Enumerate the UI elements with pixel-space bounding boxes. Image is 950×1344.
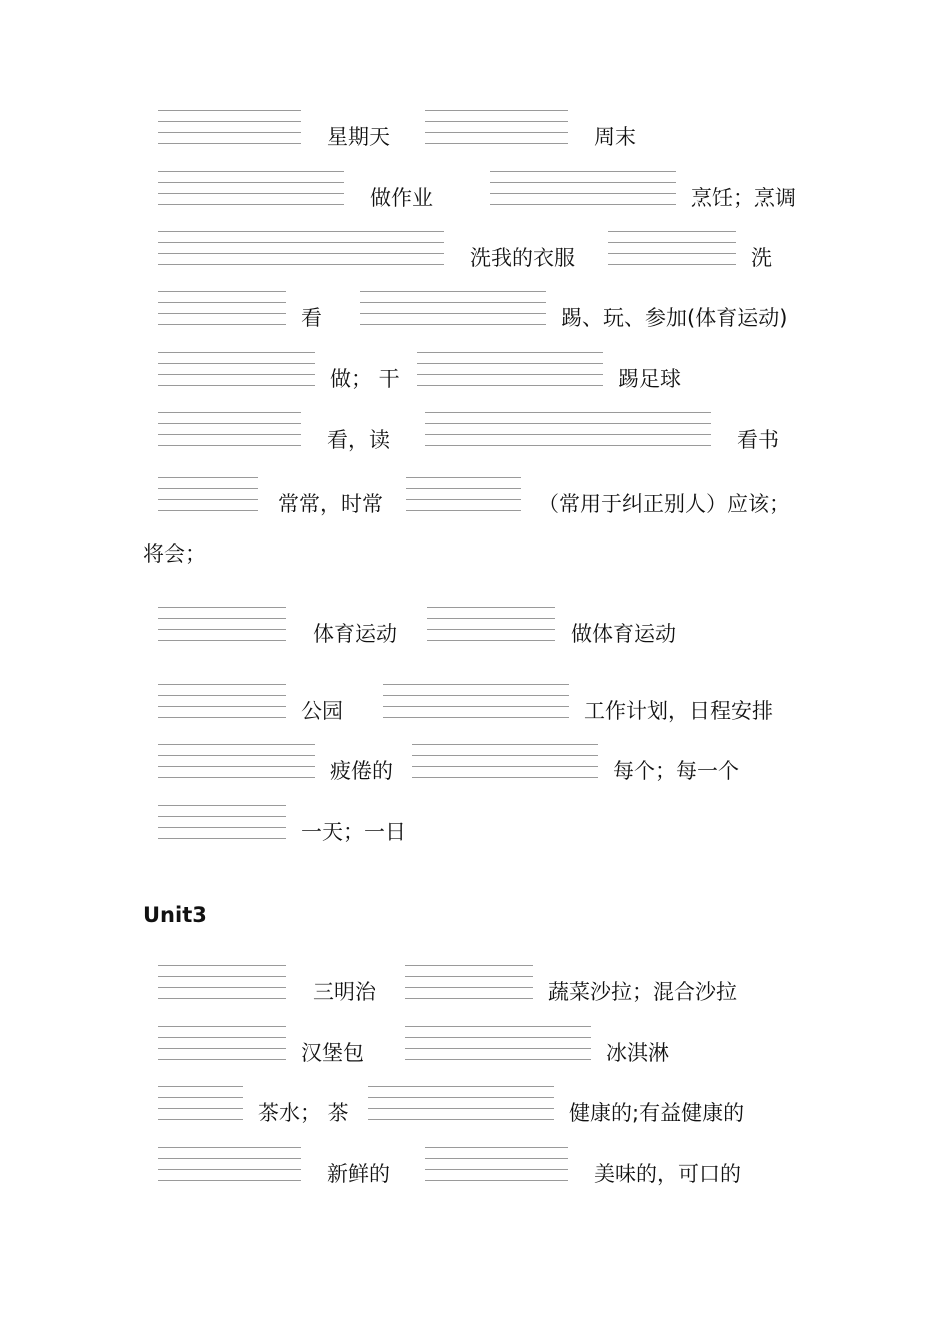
vocab-meaning: 体育运动 [313,622,397,646]
answer-blank[interactable] [158,1086,243,1122]
answer-blank[interactable] [608,231,736,267]
vocab-meaning: 烹饪；烹调 [691,186,796,210]
vocab-meaning: 冰淇淋 [606,1041,669,1065]
vocab-meaning: 做作业 [370,186,433,210]
vocab-meaning: 蔬菜沙拉；混合沙拉 [548,980,737,1004]
answer-blank[interactable] [158,1147,301,1183]
answer-blank[interactable] [412,744,598,780]
answer-blank[interactable] [158,412,301,448]
vocab-meaning: 汉堡包 [301,1041,364,1065]
vocab-meaning: 健康的;有益健康的 [569,1101,745,1125]
vocab-meaning: 看，读 [327,428,390,452]
answer-blank[interactable] [158,1026,286,1062]
answer-blank[interactable] [158,110,301,146]
answer-blank[interactable] [427,607,555,643]
vocab-meaning: 工作计划，日程安排 [584,699,773,723]
answer-blank[interactable] [490,171,676,207]
answer-blank[interactable] [158,352,315,388]
vocab-meaning: 三明治 [313,980,376,1004]
vocab-meaning: 公园 [301,699,343,723]
answer-blank[interactable] [158,607,286,643]
answer-blank[interactable] [158,805,286,841]
vocab-meaning: 看 [301,306,322,330]
answer-blank[interactable] [360,291,546,327]
answer-blank[interactable] [406,477,521,513]
vocab-meaning: 疲倦的 [330,759,393,783]
answer-blank[interactable] [425,412,711,448]
vocab-meaning: 做体育运动 [571,622,676,646]
answer-blank[interactable] [383,684,569,720]
answer-blank[interactable] [158,684,286,720]
vocab-meaning: 茶水； 茶 [258,1101,349,1125]
unit-heading: Unit3 [143,903,207,927]
vocab-meaning: 洗我的衣服 [470,246,575,270]
answer-blank[interactable] [158,291,286,327]
vocab-meaning: 看书 [737,428,779,452]
vocab-meaning: 踢足球 [618,367,681,391]
vocab-meaning: 踢、玩、参加(体育运动) [561,306,788,330]
vocab-meaning: 周末 [594,125,636,149]
answer-blank[interactable] [158,965,286,1001]
vocab-meaning: 星期天 [327,125,390,149]
answer-blank[interactable] [405,1026,591,1062]
answer-blank[interactable] [425,110,568,146]
answer-blank[interactable] [417,352,603,388]
answer-blank[interactable] [158,171,344,207]
answer-blank[interactable] [425,1147,568,1183]
vocab-meaning-continued: 将会； [143,542,206,566]
answer-blank[interactable] [158,231,444,267]
answer-blank[interactable] [405,965,533,1001]
vocab-meaning: 常常，时常 [278,492,383,516]
vocab-meaning: 洗 [751,246,772,270]
vocab-meaning: 美味的，可口的 [594,1162,741,1186]
answer-blank[interactable] [368,1086,554,1122]
vocab-meaning: 新鲜的 [327,1162,390,1186]
vocab-meaning: 做； 干 [330,367,400,391]
vocab-meaning: 一天；一日 [301,820,406,844]
answer-blank[interactable] [158,744,315,780]
vocab-meaning: 每个；每一个 [613,759,739,783]
vocab-meaning: （常用于纠正别人）应该； [538,492,790,516]
answer-blank[interactable] [158,477,258,513]
